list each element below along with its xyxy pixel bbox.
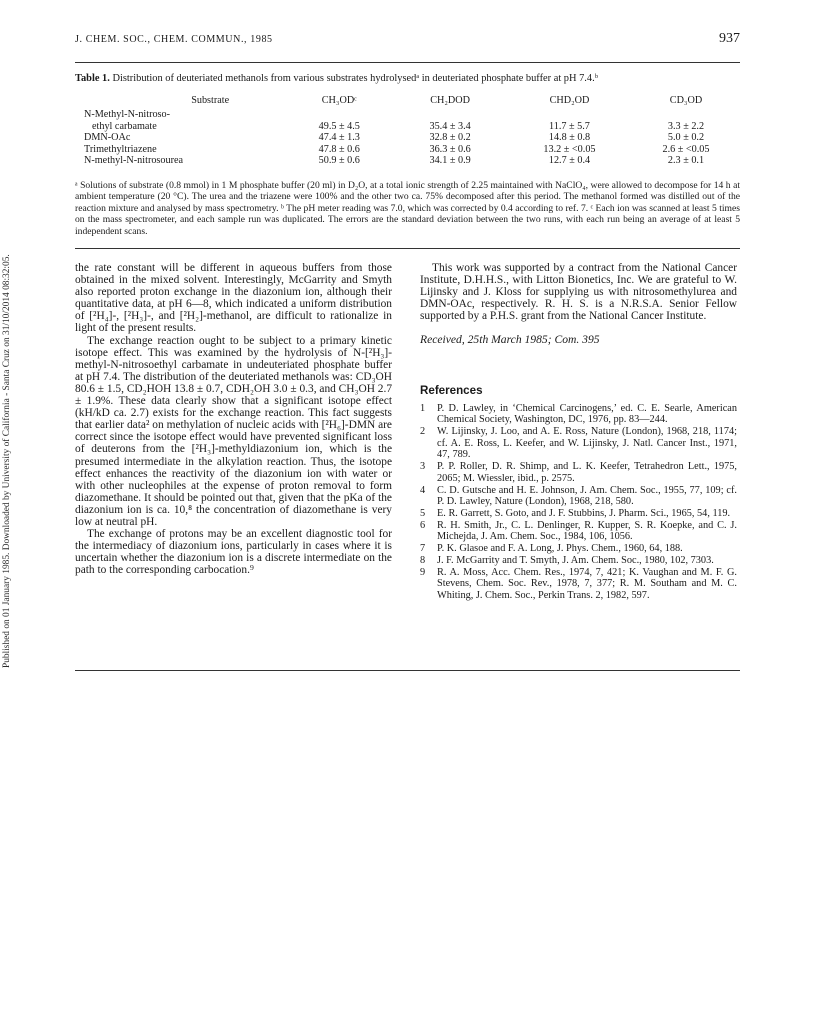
- deuteriated-methanols-table: [75, 93, 740, 167]
- reference-item: 8 J. F. McGarrity and T. Smyth, J. Am. Chem. Soc., 1980, 102, 7303.: [420, 554, 714, 566]
- col-header-substrate: Substrate: [191, 95, 230, 107]
- page-bottom-rule: [75, 670, 740, 671]
- table-row: [75, 109, 740, 132]
- cell-ch3od: 47.8 ± 0.6: [318, 143, 360, 155]
- col-header-ch2dod: CH₂DOD: [430, 95, 470, 107]
- cell-ch3od: 50.9 ± 0.6: [318, 155, 360, 166]
- received-date: Received, 25th March 1985; Com. 395: [420, 333, 600, 347]
- reference-item: 4 C. D. Gutsche and H. E. Johnson, J. Am. Chem. Soc., 1955, 77, 109; cf. P. D. Lawley, Nature (London), 1968, 218, 580.: [420, 484, 737, 508]
- cell-cd3od: 2.6 ± <0.05: [662, 143, 710, 155]
- header-rule: [75, 62, 740, 63]
- right-column: [420, 262, 737, 602]
- page-header: [75, 30, 740, 50]
- cell-ch2dod: 36.3 ± 0.6: [429, 143, 471, 155]
- cell-chd2od: 14.8 ± 0.8: [548, 132, 591, 143]
- body-paragraph: The exchange of protons may be an excellent diagnostic tool for the intermediacy of diazonium ions, particularly in cases where it is uncertain whether the diazonium ion is a discrete intermediate on the path to the corresponding carbocation.⁹: [75, 528, 392, 577]
- substrate-name: DMN-OAc: [84, 132, 131, 143]
- table-header-row: [75, 93, 740, 109]
- cell-chd2od: 11.7 ± 5.7: [549, 120, 590, 132]
- reference-list: [420, 403, 737, 602]
- reference-item: 5 E. R. Garrett, S. Goto, and J. F. Stubbins, J. Pharm. Sci., 1965, 54, 119.: [420, 507, 731, 519]
- table-caption: [75, 73, 740, 84]
- cell-ch2dod: 32.8 ± 0.2: [429, 132, 471, 143]
- body-paragraph: The exchange reaction ought to be subject to a primary kinetic isotope effect. This was examined by the hydrolysis of N-[²H₃]-methyl-N-nitrosoethyl carbamate in undeuteriated phosphate buffer at pH 7.4. The distribution of the deuteriated methanols was: CD₃OH 80.6 ± 1.5, CD₂HOH 13.8 ± 0.7, CDH₂OH 3.0 ± 0.3, and CH₃OH 2.7 ± 1.9%. These data clearly show that a significant isotope effect (kH/kD ca. 2.7) exists for the exchange reaction. This fact suggests that earlier data² on methylation of nucleic acids with [²H₆]-DMN are correct since the isotope effect would have prevented significant loss of deuterons from the [²H₃]-methyldiazonium ion, which is the presumed intermediate in the alkylation reaction. Thus, the isotope effect enhances the reactivity of the diazonium ion with water or with other nucleophiles at the expense of proton removal to form diazomethane. It should be pointed out that, given that the pKa of the diazonium ion is ca. 10,⁸ the concentration of diazomethane is very low at neutral pH.: [75, 334, 393, 528]
- table-caption-label: Table 1.: [75, 73, 110, 84]
- reference-item: 3 P. P. Roller, D. R. Shimp, and L. K. Keefer, Tetrahedron Lett., 1975, 2065; M. Wiessler, ibid., p. 2575.: [420, 461, 737, 484]
- reference-item: 9 R. A. Moss, Acc. Chem. Res., 1974, 7, 421; K. Vaughan and M. F. G. Stevens, Chem. Soc. Rev., 1978, 7, 377; R. M. Southam and M. C. Whiting, J. Chem. Soc., Perkin Trans. 2, 1982, 597.: [420, 566, 737, 601]
- cell-chd2od: 12.7 ± 0.4: [548, 155, 591, 166]
- cell-ch2dod: 34.1 ± 0.9: [429, 155, 471, 166]
- substrate-name-cont: ethyl carbamate: [92, 120, 157, 132]
- table-bottom-rule: [75, 248, 740, 249]
- table-row: [75, 144, 740, 156]
- substrate-name: Trimethyltriazene: [84, 143, 157, 155]
- cell-cd3od: 2.3 ± 0.1: [667, 155, 705, 166]
- download-notice: Published on 01 January 1985. Downloaded by University of California - Santa Cruz on 31/10/2014 08:32:05.: [2, 254, 12, 668]
- cell-cd3od: 3.3 ± 2.2: [667, 120, 705, 132]
- body-paragraph: the rate constant will be different in aqueous buffers from those obtained in the mixed solvent. Interestingly, McGarrity and Smyth also reported proton exchange in the diazonium ion, although their quantitative data, at pH 6—8, which indicated a uniform distribution of [²H₄]-, [²H₃]-, and [²H₂]-methanol, are difficult to rationalize in light of the present results.: [75, 262, 392, 335]
- reference-item: 2 W. Lijinsky, J. Loo, and A. E. Ross, Nature (London), 1968, 218, 1174; cf. A. E. Ross, L. Keefer, and W. Lijinsky, J. Natl. Cancer Inst., 1971, 47, 789.: [420, 426, 737, 461]
- cell-ch3od: 49.5 ± 4.5: [318, 120, 360, 132]
- reference-item: 1 P. D. Lawley, in ‘Chemical Carcinogens,’ ed. C. E. Searle, American Chemical Society, Washington, DC, 1976, pp. 83—244.: [420, 402, 737, 426]
- substrate-name: N-methyl-N-nitrosourea: [84, 155, 184, 166]
- substrate-name: N-Methyl-N-nitroso-: [84, 109, 171, 120]
- download-sidebar: [2, 0, 14, 1033]
- references-heading: References: [420, 383, 483, 397]
- col-header-ch3od: CH₃ODᶜ: [321, 95, 357, 107]
- reference-item: 6 R. H. Smith, Jr., C. L. Denlinger, R. Kupper, S. R. Koepke, and C. J. Michejda, J. Am. Chem. Soc., 1984, 106, 1056.: [420, 519, 737, 543]
- left-column: [75, 262, 392, 576]
- table-footnote: ᵃ Solutions of substrate (0.8 mmol) in 1 M phosphate buffer (20 ml) in D₂O, at a total ionic strength of 2.25 maintained with NaClO₄, were allowed to decompose for 14 h at ambient temperature (20 °C). The urea and the triazene were 100% and the other two ca. 75% decomposed after this period. The methanol formed was distilled out of the reaction mixture and analysed by mass spectrometry. ᵇ The pH meter reading was 7.0, which was corrected by 0.4 according to ref. 7. ᶜ Each ion was scanned at least 5 times on the mass spectrometer, and each sample run was duplicated. The errors are the standard deviation between the two runs, with each run being an average of at least 5 independent scans.: [75, 180, 740, 237]
- page-number: 937: [719, 31, 740, 46]
- cell-ch2dod: 35.4 ± 3.4: [429, 120, 471, 132]
- col-header-cd3od: CD₃OD: [669, 95, 703, 107]
- col-header-chd2od: CHD₂OD: [549, 95, 590, 107]
- cell-chd2od: 13.2 ± <0.05: [543, 143, 596, 155]
- acknowledgement: This work was supported by a contract from the National Cancer Institute, D.H.H.S., with Litton Bionetics, Inc. We are grateful to W. Lijinsky and J. Kloss for supplying us with nitrosomethylurea and DMN-OAc, respectively. R. H. S. is a N.R.S.A. Senior Fellow supported by a P.H.S. grant from the National Cancer Institute.: [420, 262, 737, 323]
- table-caption-text: Distribution of deuteriated methanols from various substrates hydrolysedᵃ in deuteriated phosphate buffer at pH 7.4.ᵇ: [112, 73, 598, 84]
- reference-item: 7 P. K. Glasoe and F. A. Long, J. Phys. Chem., 1960, 64, 188.: [420, 543, 683, 555]
- cell-cd3od: 5.0 ± 0.2: [667, 132, 705, 143]
- table-row: [75, 155, 740, 167]
- cell-ch3od: 47.4 ± 1.3: [318, 132, 360, 143]
- journal-title: J. CHEM. SOC., CHEM. COMMUN., 1985: [75, 34, 273, 45]
- table-row: [75, 132, 740, 144]
